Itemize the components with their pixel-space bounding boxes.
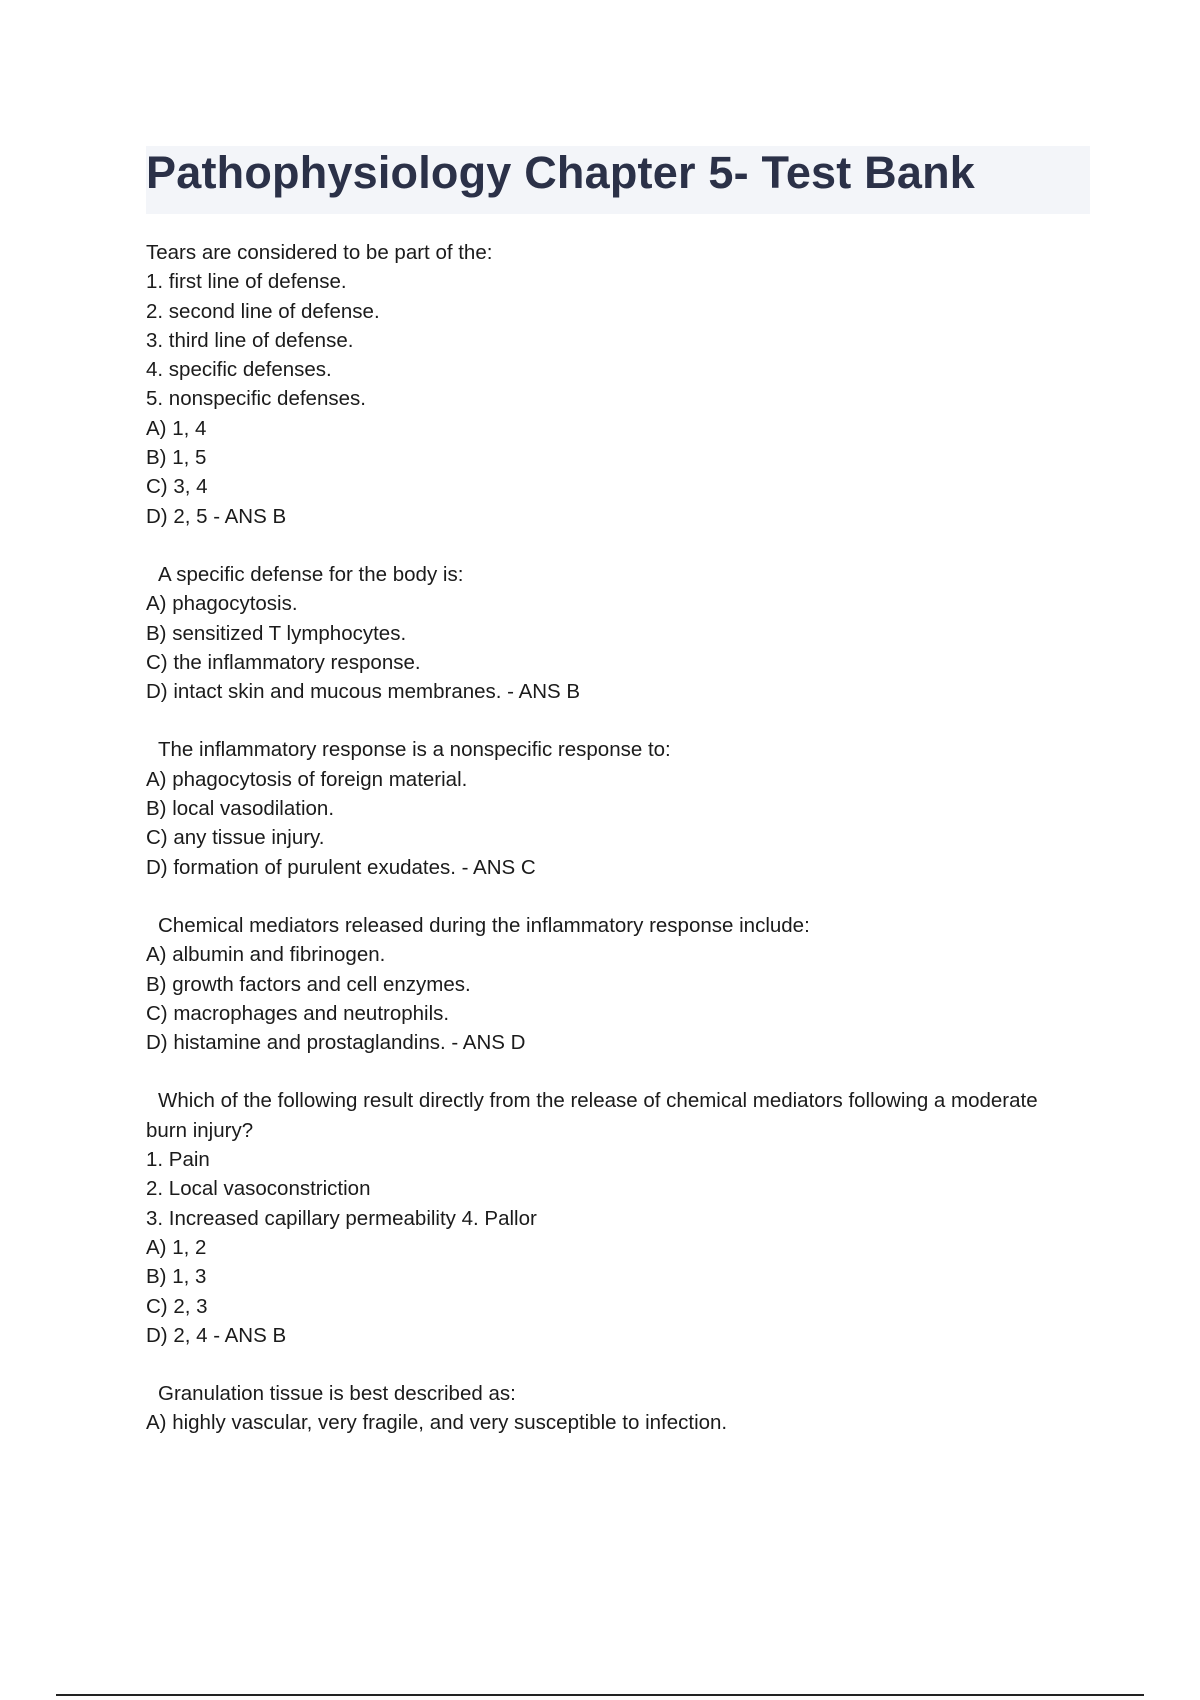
question-prompt: Tears are considered to be part of the:: [146, 241, 493, 264]
question-3: [146, 735, 1076, 881]
answer-line: B) growth factors and cell enzymes.: [146, 972, 471, 996]
answer-line: D) 2, 5 - ANS B: [146, 504, 287, 528]
answer-line: 1. first line of defense.: [146, 270, 347, 294]
answer-line: B) 1, 5: [146, 446, 207, 470]
answer-line: 1. Pain: [146, 1148, 210, 1172]
answer-line: B) 1, 3: [146, 1265, 207, 1289]
answer-line: D) histamine and prostaglandins. - ANS D: [146, 1031, 526, 1055]
question-prompt: Which of the following result directly from the release of chemical mediators following a moderate burn injury?: [146, 1089, 1038, 1142]
answer-line: C) macrophages and neutrophils.: [146, 1001, 450, 1025]
page-bottom-rule: [56, 1694, 1144, 1696]
answer-line: 4. specific defenses.: [146, 358, 332, 382]
answer-line: 2. Local vasoconstriction: [146, 1177, 371, 1201]
page-title: Pathophysiology Chapter 5- Test Bank: [146, 147, 975, 198]
question-list: [146, 238, 1076, 1467]
answer-line: A) albumin and fibrinogen.: [146, 943, 386, 967]
answer-line: C) 3, 4: [146, 475, 208, 499]
answer-line: A) 1, 4: [146, 416, 207, 440]
question-prompt: The inflammatory response is a nonspecific response to:: [158, 738, 671, 762]
answer-line: 3. Increased capillary permeability 4. Pallor: [146, 1206, 537, 1230]
answer-line: C) any tissue injury.: [146, 826, 325, 850]
answer-line: D) 2, 4 - ANS B: [146, 1323, 287, 1347]
question-prompt: Granulation tissue is best described as:: [158, 1382, 516, 1406]
answer-line: C) the inflammatory response.: [146, 650, 421, 674]
question-prompt: A specific defense for the body is:: [158, 562, 464, 586]
question-2: [146, 560, 1076, 706]
answer-line: A) 1, 2: [146, 1235, 207, 1259]
question-1: [146, 238, 1076, 531]
question-4: [146, 911, 1076, 1057]
answer-line: D) formation of purulent exudates. - ANS C: [146, 855, 536, 879]
answer-line: C) 2, 3: [146, 1294, 208, 1318]
question-5: [146, 1086, 1076, 1350]
question-6: [146, 1379, 1076, 1438]
answer-line: B) sensitized T lymphocytes.: [146, 621, 407, 645]
answer-line: D) intact skin and mucous membranes. - ANS B: [146, 680, 581, 704]
answer-line: A) phagocytosis.: [146, 592, 298, 616]
answer-line: 2. second line of defense.: [146, 299, 380, 323]
answer-line: A) phagocytosis of foreign material.: [146, 767, 468, 791]
answer-line: B) local vasodilation.: [146, 797, 335, 821]
question-prompt: Chemical mediators released during the inflammatory response include:: [158, 913, 810, 937]
answer-line: A) highly vascular, very fragile, and very susceptible to infection.: [146, 1411, 728, 1435]
answer-line: 5. nonspecific defenses.: [146, 387, 366, 411]
answer-line: 3. third line of defense.: [146, 328, 354, 352]
